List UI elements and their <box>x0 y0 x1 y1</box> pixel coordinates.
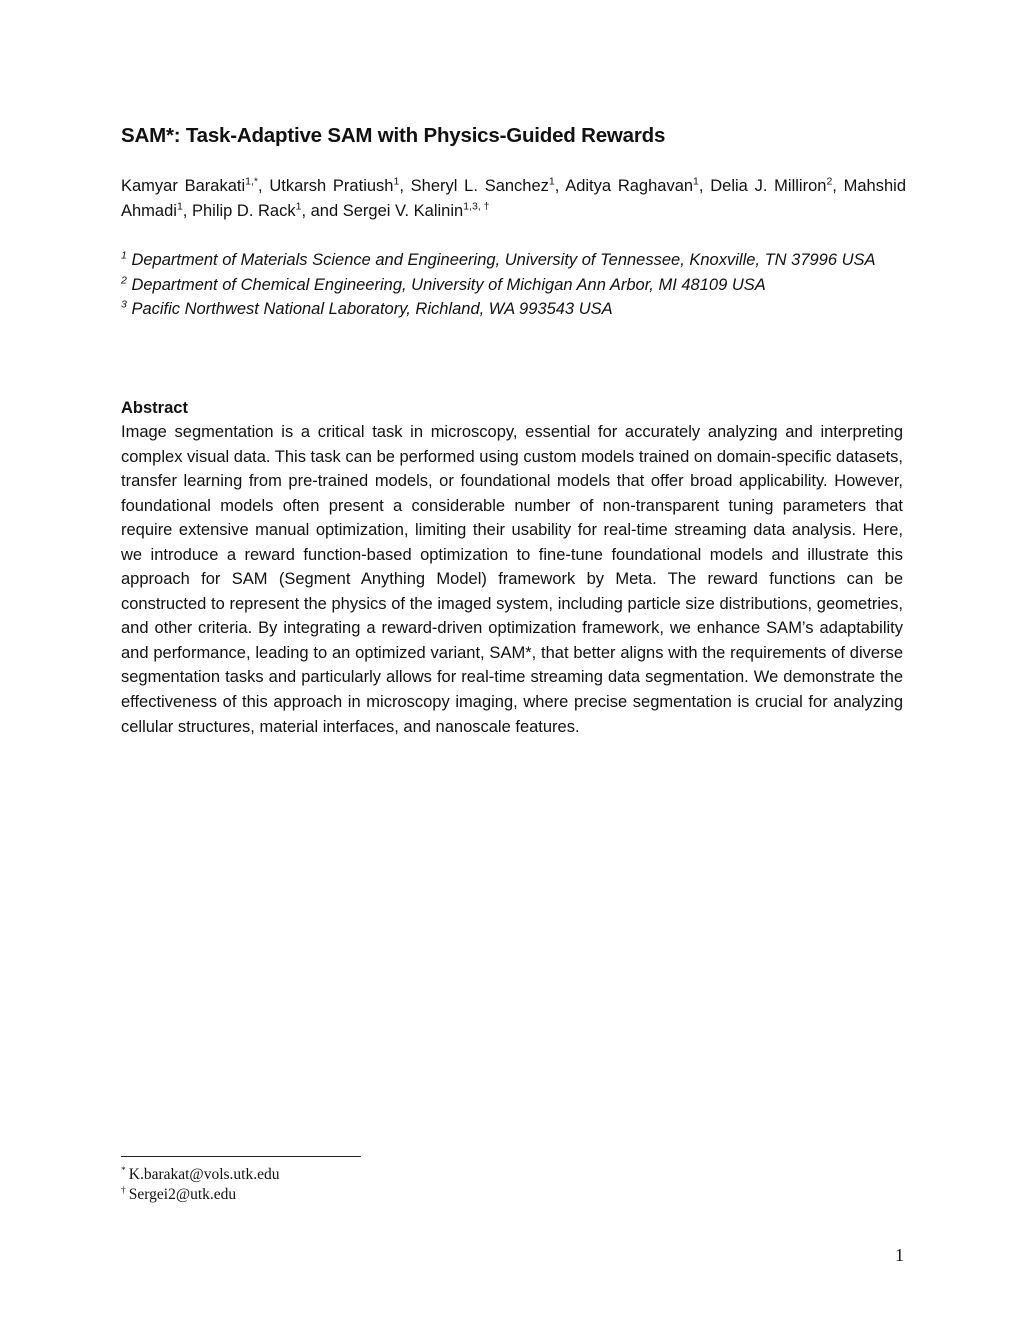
author-name: Kamyar Barakati <box>121 177 246 195</box>
affiliation-item <box>121 273 911 298</box>
affiliation-item <box>121 248 911 273</box>
abstract-text: Image segmentation is a critical task in microscopy, essential for accurately analyzing and interpreting complex visual data. This task can be performed using custom models trained on domain-specific datasets, transfer learning from pre-trained models, or foundational models that offer broad applicability. However, foundational models often present a considerable number of non-transparent tuning parameters that require extensive manual optimization, limiting their usability for real-time streaming data analysis. Here, we introduce a reward function-based optimization to fine-tune foundational models and illustrate this approach for SAM (Segment Anything Model) framework by Meta. The reward functions can be constructed to represent the physics of the imaged system, including particle size distributions, geometries, and other criteria. By integrating a reward-driven optimization framework, we enhance SAM’s adaptability and performance, leading to an optimized variant, SAM*, that better aligns with the requirements of diverse segmentation tasks and particularly allows for real-time streaming data segmentation. We demonstrate the effectiveness of this approach in microscopy imaging, where precise segmentation is crucial for analyzing cellular structures, material interfaces, and nanoscale features. <box>121 423 904 736</box>
author-affiliation-mark: 1 <box>548 175 555 188</box>
author-affiliation-mark: 1 <box>693 175 699 188</box>
affiliation-text: Department of Chemical Engineering, University of Michigan Ann Arbor, MI 48109 USA <box>131 275 766 294</box>
footnote-divider <box>121 1156 361 1157</box>
footnote-item <box>121 1185 521 1205</box>
affiliation-number: 3 <box>121 298 127 311</box>
paper-title: SAM*: Task-Adaptive SAM with Physics-Guided Rewards <box>121 124 666 147</box>
page-number: 1 <box>895 1245 904 1265</box>
author-name: Utkarsh Pratiush <box>269 177 394 195</box>
author-affiliation-mark: 1,* <box>245 175 258 188</box>
affiliation-number: 2 <box>121 274 127 286</box>
author-name: Aditya Raghavan <box>565 177 694 195</box>
author-affiliation-mark: 1 <box>295 200 302 213</box>
footnote-list <box>121 1165 521 1205</box>
affiliation-list <box>121 248 911 322</box>
author-affiliation-mark: 1 <box>393 175 400 188</box>
author-name: Delia J. Milliron <box>710 177 827 195</box>
affiliation-item <box>121 297 911 322</box>
affiliation-number: 1 <box>121 249 127 262</box>
author-affiliation-mark: 1,3, † <box>463 200 490 213</box>
author-affiliation-mark: 2 <box>826 175 833 188</box>
author-affiliation-mark: 1 <box>176 200 183 213</box>
footnote-mark: † <box>121 1185 126 1196</box>
author-name: Sheryl L. Sanchez <box>410 177 549 195</box>
affiliation-text: Pacific Northwest National Laboratory, Richland, WA 993543 USA <box>131 300 613 318</box>
affiliation-text: Department of Materials Science and Engineering, University of Tennessee, Knoxville, TN 37996 USA <box>131 251 876 269</box>
footnote-email: K.barakat@vols.utk.edu <box>128 1166 280 1183</box>
footnote-email: Sergei2@utk.edu <box>128 1186 237 1203</box>
author-name: Sergei V. Kalinin <box>342 202 464 220</box>
author-name: Philip D. Rack <box>191 202 296 220</box>
abstract-heading: Abstract <box>121 399 188 417</box>
author-name: Mahshid Ahmadi <box>121 177 906 220</box>
footnote-mark: * <box>121 1165 126 1176</box>
author-list: Kamyar Barakati$^{1,*}$, Utkarsh Pratiush$^1$, Sheryl L. Sanchez$^1$, Aditya Raghavan$^1$, Delia J. Milliron$^2$, Mahshid Ahmadi$^1$, Philip D. Rack$^1$, and Sergei V. Kalinin$^{1,3, \dagger}$ <box>121 175 906 220</box>
footnote-item <box>121 1165 521 1185</box>
